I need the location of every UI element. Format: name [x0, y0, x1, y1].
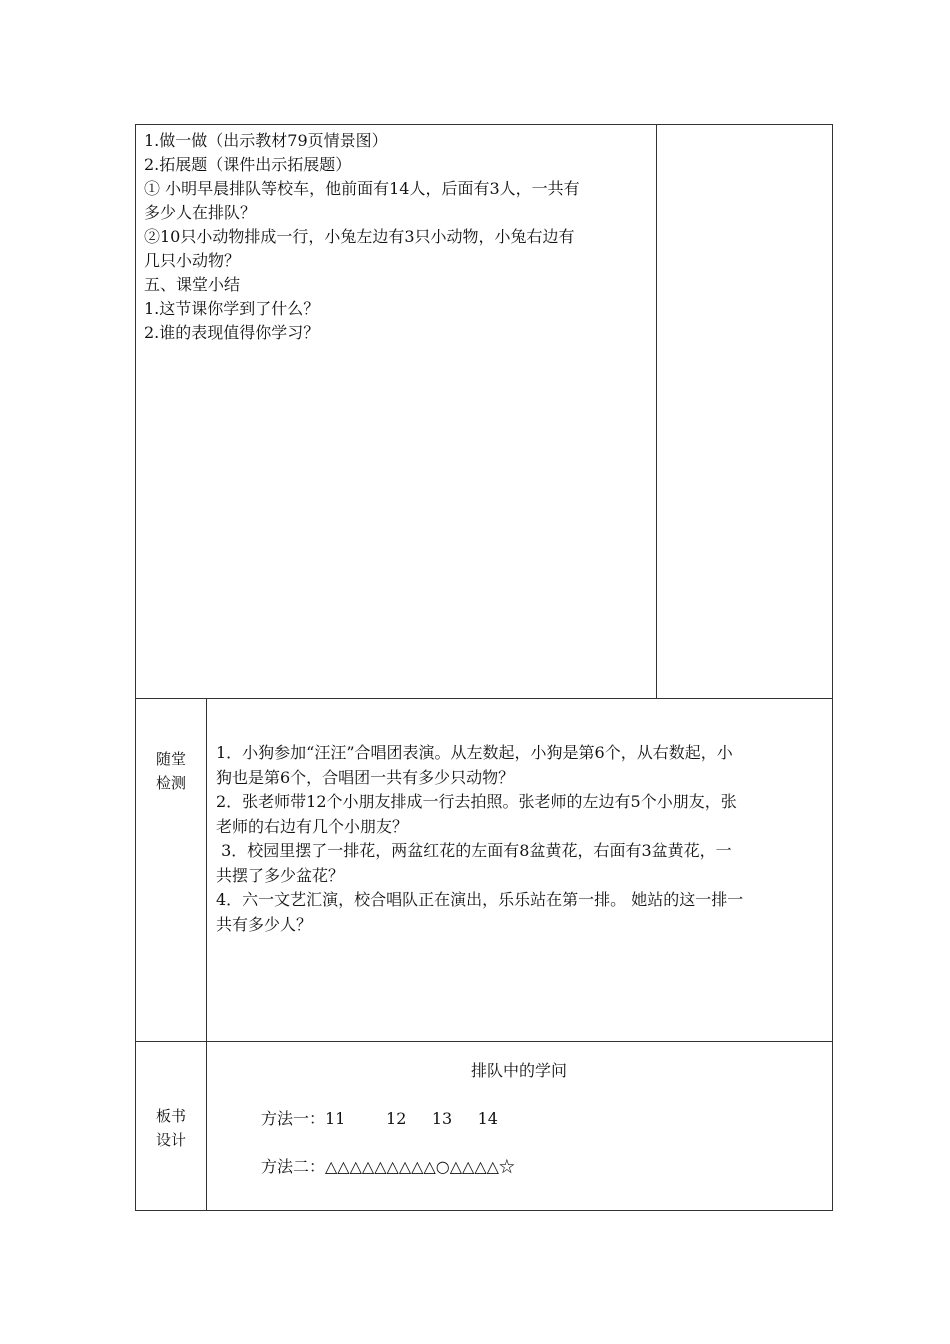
text-line: 1.这节课你学到了什么？	[144, 299, 320, 318]
label-line: 板书	[155, 1107, 186, 1125]
row-label	[136, 1104, 206, 1152]
method-two: 方法二：△△△△△△△△△○△△△△☆	[261, 1157, 515, 1176]
text-line: 几只小动物？	[144, 251, 241, 270]
lesson-plan-table	[135, 124, 833, 1211]
text-line: 2.拓展题（课件出示拓展题）	[144, 155, 352, 174]
question-line: 1．小狗参加“汪汪”合唱团表演。从左数起，小狗是第6个，从右数起，小	[216, 743, 733, 762]
activity-content	[144, 129, 649, 345]
label-line: 检测	[155, 774, 186, 792]
board-design-row	[136, 1041, 832, 1210]
text-line: ① 小明早晨排队等校车，他前面有14人，后面有3人，一共有	[144, 179, 580, 198]
text-line: ②10只小动物排成一行，小兔左边有3只小动物，小兔右边有	[144, 227, 575, 246]
text-line: 多少人在排队？	[144, 203, 257, 222]
test-questions	[216, 741, 828, 937]
classroom-test-row	[136, 698, 832, 1041]
text-line: 五、课堂小结	[144, 275, 241, 294]
method-one: 方法一：11 12 13 14	[261, 1109, 498, 1128]
column-divider	[206, 699, 207, 1041]
question-line: 4．六一文艺汇演，校合唱队正在演出，乐乐站在第一排。 她站的这一排一	[216, 890, 744, 909]
label-line: 设计	[155, 1131, 186, 1149]
question-line: 老师的右边有几个小朋友？	[216, 816, 409, 836]
label-line: 随堂	[155, 750, 186, 768]
board-title: 排队中的学问	[470, 1061, 567, 1080]
column-divider	[656, 125, 657, 698]
question-line: 3．校园里摆了一排花，两盆红花的左面有8盆黄花，右面有3盆黄花，一	[216, 841, 732, 860]
text-line: 2.谁的表现值得你学习？	[144, 323, 320, 342]
question-line: 共有多少人？	[216, 914, 313, 934]
text-line: 1.做一做（出示教材79页情景图）	[144, 131, 388, 150]
activity-row	[136, 125, 832, 698]
row-label	[136, 747, 206, 795]
question-line: 2．张老师带12个小朋友排成一行去拍照。张老师的左边有5个小朋友，张	[216, 792, 737, 811]
question-line: 共摆了多少盆花？	[216, 865, 345, 885]
question-line: 狗也是第6个，合唱团一共有多少只动物？	[216, 767, 515, 787]
